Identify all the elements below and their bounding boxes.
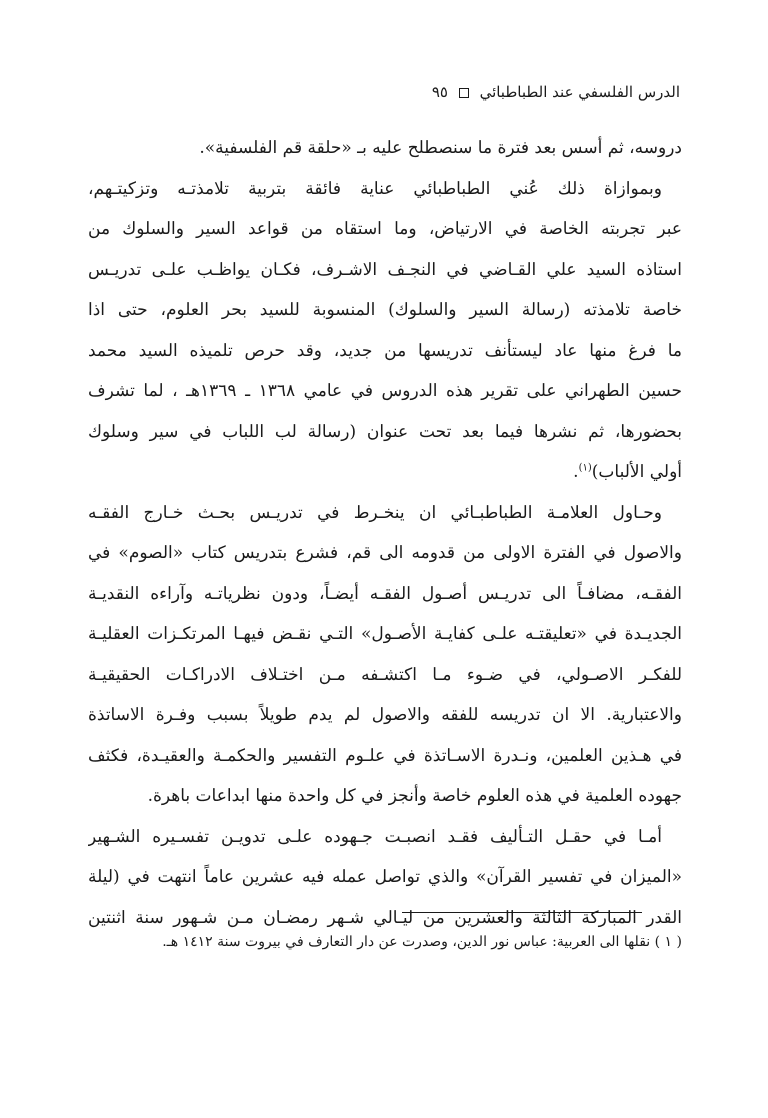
text-line: بحضورها، ثم نشرها فيما بعد تحت عنوان (رسالة لب اللباب في سير وسلوك (88, 421, 682, 442)
running-title: الدرس الفلسفي عند الطباطبائي (479, 83, 680, 101)
page-number: ٩٥ (431, 83, 448, 101)
text-line: عبر تجربته الخاصة في الارتياض، وما استقاه من قواعد السير والسلوك من (88, 219, 682, 239)
footnote-reference[interactable]: (١) (578, 462, 592, 474)
text-line: والاعتبارية. الا ان تدريسه للفقه والاصول لم يدم طويلاً بسبب وفـرة الاساتذة (88, 705, 682, 725)
text-fragment: أولي الألباب) (591, 462, 682, 482)
text-line: في هـذين العلمين، ونـدرة الاسـاتذة في علـوم التفسير والحكمـة والعقيـدة، فكثف (88, 745, 682, 766)
text-line: استاذه السيد علي القـاضي في النجـف الاشـرف، فكـان يواظـب علـى تدريـس (88, 259, 682, 280)
running-header (88, 82, 680, 102)
text-line: حسين الطهراني على تقرير هذه الدروس في عامي ١٣٦٨ ـ ١٣٦٩هـ ، لما تشرف (88, 381, 682, 401)
separator-square-icon (459, 88, 469, 98)
text-fragment: . (573, 462, 579, 482)
body-text (88, 128, 682, 938)
text-line: وبموازاة ذلك عُني الطباطبائي عناية فائقة بتربية تلامذتـه وتزكيتـهم، (88, 178, 662, 199)
text-line: خاصة تلامذته (رسالة السير والسلوك) المنسوبة للسيد بحر العلوم، حتى اذا (88, 300, 682, 320)
text-line: وحـاول العلامـة الطباطبـائي ان ينخـرط في تدريـس بحـث خـارج الفقـه (88, 502, 662, 523)
text-line: جهوده العلمية في هذه العلوم خاصة وأنجز في كل واحدة منها ابداعات باهرة. (147, 786, 682, 806)
text-line: دروسه، ثم أسس بعد فترة ما سنصطلح عليه بـ «حلقة قم الفلسفية». (199, 138, 682, 158)
text-line: الجديـدة في «تعليقتـه علـى كفايـة الأصـول» التـي نقـض فيهـا المرتكـزات العقليـة (88, 624, 682, 644)
text-line: «الميزان في تفسير القرآن» والذي تواصل عمله فيه عشرين عاماً انتهت في (ليلة (88, 867, 682, 887)
text-line: الفقـه، مضافـاً الى تدريـس أصـول الفقـه أيضـاً، ودون نظرياتـه وآراءه النقديـة (88, 583, 682, 604)
footnote: ( ١ ) نقلها الى العربية: عباس نور الدين، وصدرت عن دار التعارف في بيروت سنة ١٤١٢ هـ. (162, 934, 682, 950)
footnote-divider (402, 912, 642, 913)
text-line: والاصول في الفترة الاولى من قدومه الى قم، فشرع بتدريس كتاب «الصوم» في (88, 543, 682, 563)
text-line: للفكـر الاصـولي، في ضـوء مـا اكتشـفه مـن اختـلاف الادراكـات الحقيقيـة (88, 664, 682, 685)
text-line (88, 452, 682, 493)
text-line: أمـا في حقـل التـأليف فقـد انصبـت جـهوده علـى تدويـن تفسـيره الشـهير (88, 826, 662, 847)
text-line: ما فرغ منها عاد ليستأنف تدريسها من جديد، وقد حرص تلميذه السيد محمد (88, 340, 682, 361)
text-line: القدر المباركة الثالثة والعشرين من ليـالي شـهر رمضـان مـن شـهور سنة اثنتين (88, 907, 682, 928)
